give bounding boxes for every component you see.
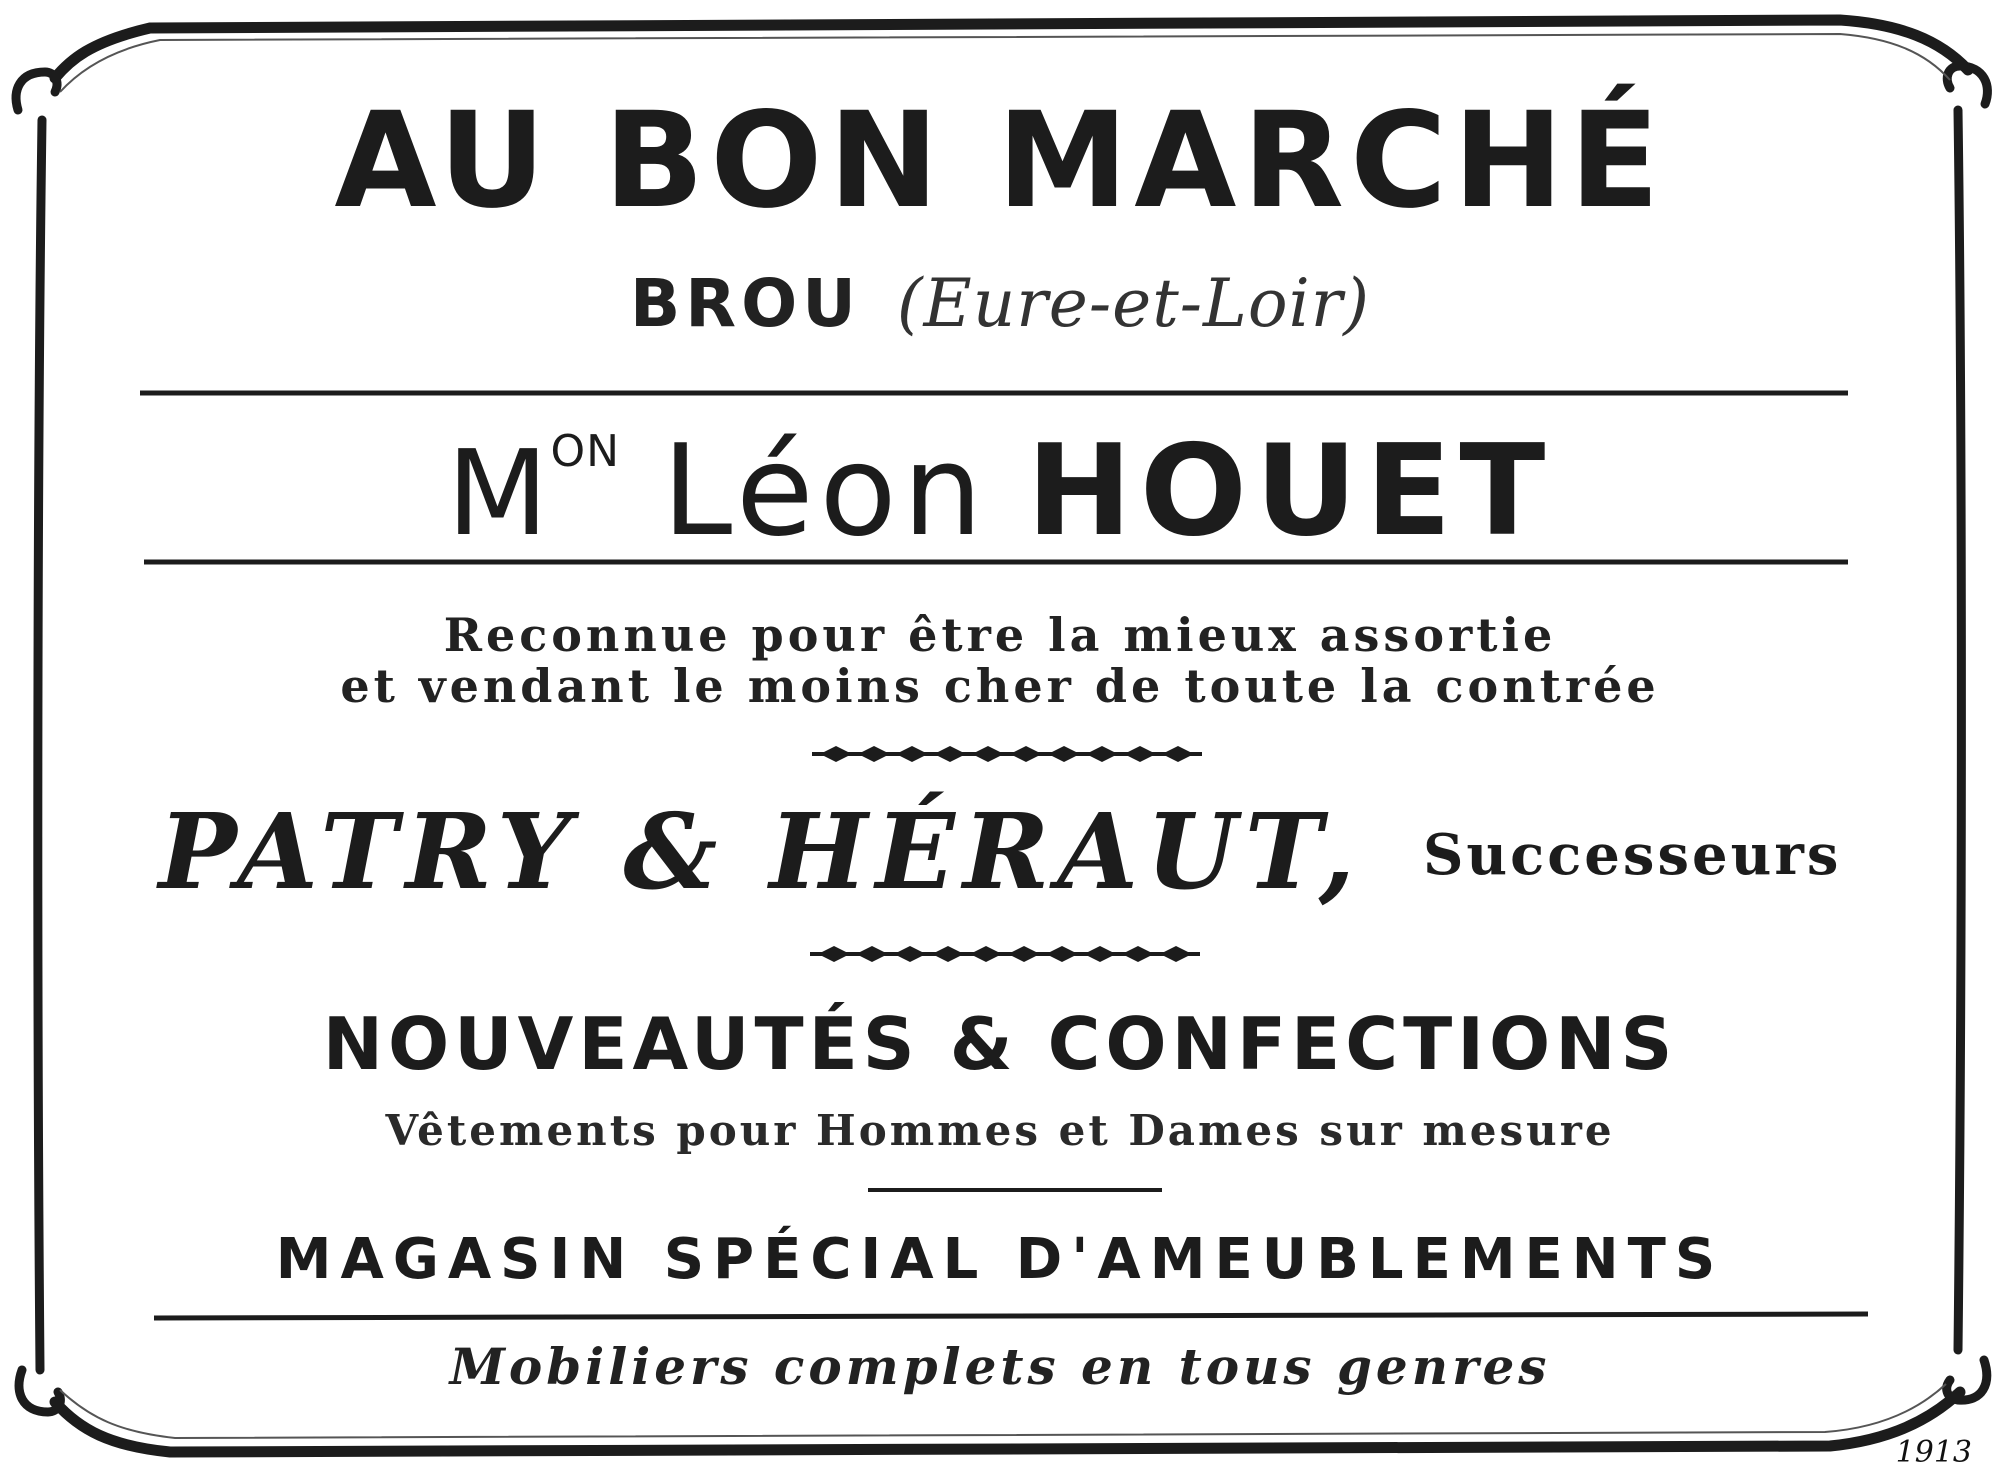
- location-line: [0, 265, 2000, 342]
- ornament-divider-2: [810, 946, 1200, 962]
- tagline-line-2: et vendant le moins cher de toute la contrée: [340, 659, 1660, 713]
- location-department: (Eure-et-Loir): [896, 265, 1371, 342]
- tagline-line-1: Reconnue pour être la mieux assortie: [443, 608, 1557, 662]
- ornament-divider-1: [812, 746, 1202, 762]
- successors-names: PATRY & HÉRAUT,: [158, 790, 1363, 913]
- rule-bottom: [154, 1314, 1868, 1318]
- maison-abbreviation: M: [446, 424, 551, 562]
- maison-abbreviation-superscript: ON: [550, 426, 620, 477]
- successors-label: Successeurs: [1422, 822, 1842, 888]
- maison-surname: HOUET: [1026, 417, 1554, 564]
- year-caption: 1913: [1895, 1435, 1972, 1470]
- offer-headline: NOUVEAUTÉS & CONFECTIONS: [322, 1002, 1678, 1086]
- furniture-detail: Mobiliers complets en tous genres: [449, 1337, 1551, 1396]
- store-name-heading: AU BON MARCHÉ: [334, 84, 1666, 238]
- maison-name-line: [0, 417, 2000, 564]
- location-city: BROU: [629, 265, 861, 342]
- offer-detail: Vêtements pour Hommes et Dames sur mesure: [385, 1106, 1615, 1155]
- successors-line: [0, 790, 2000, 913]
- furniture-headline: MAGASIN SPÉCIAL D'AMEUBLEMENTS: [275, 1227, 1725, 1292]
- maison-first-name: Léon: [662, 417, 989, 564]
